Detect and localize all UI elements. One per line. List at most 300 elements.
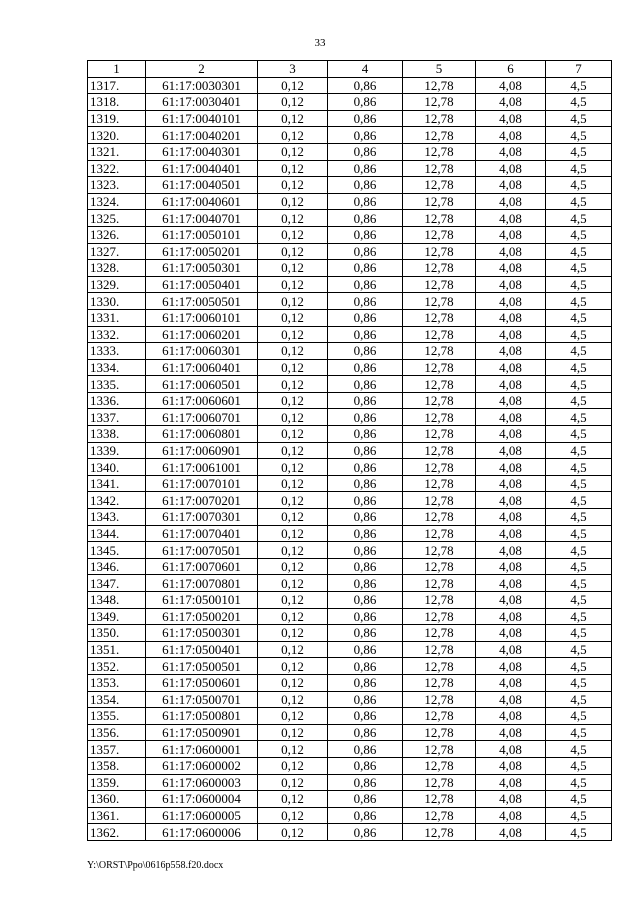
table-cell: 61:17:0061001 (146, 459, 258, 476)
header-row (88, 61, 612, 78)
table-cell: 12,78 (403, 475, 476, 492)
table-cell: 12,78 (403, 824, 476, 841)
table-cell: 0,12 (258, 575, 328, 592)
column-header: 4 (328, 61, 403, 78)
table-cell: 0,12 (258, 658, 328, 675)
table-cell: 0,86 (328, 724, 403, 741)
table-cell: 4,08 (476, 359, 546, 376)
table-cell: 0,86 (328, 757, 403, 774)
table-cell: 1348. (88, 592, 146, 609)
table-cell: 0,12 (258, 110, 328, 127)
table-cell: 61:17:0070501 (146, 542, 258, 559)
table-cell: 4,08 (476, 475, 546, 492)
table-cell: 1359. (88, 774, 146, 791)
table-cell: 12,78 (403, 160, 476, 177)
table-cell: 4,08 (476, 774, 546, 791)
table-cell: 4,5 (546, 542, 612, 559)
table-row (88, 177, 612, 194)
table-cell: 0,86 (328, 293, 403, 310)
table-cell: 1343. (88, 509, 146, 526)
table-cell: 0,12 (258, 459, 328, 476)
table-row (88, 326, 612, 343)
table-row (88, 708, 612, 725)
table-cell: 4,5 (546, 276, 612, 293)
table-cell: 1321. (88, 143, 146, 160)
table-cell: 0,86 (328, 276, 403, 293)
table-cell: 0,12 (258, 475, 328, 492)
table-cell: 4,08 (476, 210, 546, 227)
table-cell: 0,86 (328, 558, 403, 575)
table-cell: 0,12 (258, 774, 328, 791)
table-cell: 0,12 (258, 143, 328, 160)
table-cell: 4,5 (546, 509, 612, 526)
table-cell: 0,12 (258, 326, 328, 343)
table-cell: 0,12 (258, 674, 328, 691)
table-cell: 1357. (88, 741, 146, 758)
table-cell: 12,78 (403, 807, 476, 824)
table-cell: 0,12 (258, 160, 328, 177)
table-cell: 4,5 (546, 426, 612, 443)
table-cell: 0,12 (258, 641, 328, 658)
table-cell: 1354. (88, 691, 146, 708)
table-row (88, 160, 612, 177)
table-cell: 1341. (88, 475, 146, 492)
table-cell: 4,5 (546, 77, 612, 94)
table-cell: 0,86 (328, 359, 403, 376)
table-cell: 4,08 (476, 160, 546, 177)
table-cell: 61:17:0500901 (146, 724, 258, 741)
table-cell: 61:17:0040401 (146, 160, 258, 177)
table-cell: 61:17:0030301 (146, 77, 258, 94)
table-cell: 4,08 (476, 658, 546, 675)
table-row (88, 359, 612, 376)
table-cell: 12,78 (403, 210, 476, 227)
table-header (88, 61, 612, 78)
table-cell: 4,08 (476, 525, 546, 542)
table-row (88, 608, 612, 625)
table-cell: 0,86 (328, 392, 403, 409)
table-row (88, 791, 612, 808)
table-cell: 61:17:0600004 (146, 791, 258, 808)
table-cell: 12,78 (403, 774, 476, 791)
table-row (88, 442, 612, 459)
table-cell: 12,78 (403, 376, 476, 393)
table-cell: 0,12 (258, 741, 328, 758)
table-cell: 61:17:0070201 (146, 492, 258, 509)
table-cell: 12,78 (403, 343, 476, 360)
table-cell: 0,12 (258, 94, 328, 111)
table-cell: 12,78 (403, 94, 476, 111)
table-cell: 12,78 (403, 309, 476, 326)
table-row (88, 691, 612, 708)
table-cell: 12,78 (403, 674, 476, 691)
table-cell: 1342. (88, 492, 146, 509)
table-cell: 0,86 (328, 160, 403, 177)
table-cell: 61:17:0040701 (146, 210, 258, 227)
table-cell: 61:17:0060701 (146, 409, 258, 426)
table-cell: 4,08 (476, 575, 546, 592)
column-header: 5 (403, 61, 476, 78)
table-cell: 4,5 (546, 724, 612, 741)
table-cell: 4,5 (546, 575, 612, 592)
table-cell: 1319. (88, 110, 146, 127)
table-cell: 61:17:0060501 (146, 376, 258, 393)
table-cell: 4,08 (476, 691, 546, 708)
table-cell: 1329. (88, 276, 146, 293)
table-cell: 61:17:0070601 (146, 558, 258, 575)
table-cell: 12,78 (403, 110, 476, 127)
table-cell: 1344. (88, 525, 146, 542)
table-cell: 61:17:0050401 (146, 276, 258, 293)
table-cell: 0,12 (258, 426, 328, 443)
table-cell: 1361. (88, 807, 146, 824)
table-cell: 0,86 (328, 143, 403, 160)
table-cell: 0,86 (328, 542, 403, 559)
table-cell: 4,08 (476, 226, 546, 243)
table-cell: 12,78 (403, 525, 476, 542)
table-row (88, 558, 612, 575)
table-cell: 1338. (88, 426, 146, 443)
table-cell: 4,5 (546, 409, 612, 426)
table-row (88, 260, 612, 277)
table-cell: 0,86 (328, 442, 403, 459)
table-cell: 0,86 (328, 641, 403, 658)
table-cell: 4,08 (476, 343, 546, 360)
table-row (88, 492, 612, 509)
table-row (88, 625, 612, 642)
table-cell: 0,86 (328, 509, 403, 526)
table-cell: 4,08 (476, 77, 546, 94)
table-row (88, 542, 612, 559)
table-cell: 12,78 (403, 226, 476, 243)
table-cell: 4,08 (476, 807, 546, 824)
table-cell: 0,86 (328, 210, 403, 227)
table-cell: 1326. (88, 226, 146, 243)
table-cell: 1332. (88, 326, 146, 343)
table-cell: 4,08 (476, 426, 546, 443)
table-cell: 61:17:0070401 (146, 525, 258, 542)
table-cell: 0,86 (328, 243, 403, 260)
table-cell: 1356. (88, 724, 146, 741)
table-cell: 4,08 (476, 625, 546, 642)
table-cell: 0,86 (328, 110, 403, 127)
table-cell: 0,86 (328, 708, 403, 725)
table-cell: 61:17:0500701 (146, 691, 258, 708)
table-cell: 61:17:0060801 (146, 426, 258, 443)
table-cell: 12,78 (403, 757, 476, 774)
table-cell: 1328. (88, 260, 146, 277)
table-cell: 4,08 (476, 741, 546, 758)
table-cell: 4,5 (546, 807, 612, 824)
table-cell: 61:17:0060401 (146, 359, 258, 376)
table-cell: 4,5 (546, 359, 612, 376)
table-cell: 0,12 (258, 807, 328, 824)
table-cell: 4,08 (476, 193, 546, 210)
table-cell: 4,08 (476, 459, 546, 476)
table-cell: 12,78 (403, 741, 476, 758)
table-cell: 1317. (88, 77, 146, 94)
table-cell: 4,08 (476, 558, 546, 575)
table-cell: 12,78 (403, 177, 476, 194)
table-cell: 4,5 (546, 674, 612, 691)
table-cell: 1322. (88, 160, 146, 177)
table-row (88, 824, 612, 841)
table-cell: 4,5 (546, 376, 612, 393)
table-cell: 0,86 (328, 309, 403, 326)
table-cell: 0,12 (258, 791, 328, 808)
table-cell: 12,78 (403, 791, 476, 808)
table-cell: 1353. (88, 674, 146, 691)
table-cell: 4,5 (546, 641, 612, 658)
table-cell: 61:17:0060601 (146, 392, 258, 409)
column-header: 7 (546, 61, 612, 78)
table-cell: 1360. (88, 791, 146, 808)
table-cell: 1347. (88, 575, 146, 592)
table-cell: 1324. (88, 193, 146, 210)
table-cell: 1346. (88, 558, 146, 575)
table-cell: 4,08 (476, 110, 546, 127)
table-cell: 4,5 (546, 791, 612, 808)
footer-file-path: Y:\ORST\Ppo\0616p558.f20.docx (87, 860, 224, 871)
table-cell: 4,5 (546, 293, 612, 310)
table-cell: 12,78 (403, 691, 476, 708)
table-cell: 4,5 (546, 193, 612, 210)
table-cell: 0,12 (258, 558, 328, 575)
table-cell: 0,86 (328, 807, 403, 824)
table-cell: 4,08 (476, 409, 546, 426)
table-cell: 12,78 (403, 193, 476, 210)
table-cell: 1320. (88, 127, 146, 144)
table-cell: 0,12 (258, 276, 328, 293)
table-cell: 61:17:0500801 (146, 708, 258, 725)
table-cell: 61:17:0500201 (146, 608, 258, 625)
table-cell: 1352. (88, 658, 146, 675)
table-cell: 0,86 (328, 127, 403, 144)
table-cell: 12,78 (403, 558, 476, 575)
table-cell: 12,78 (403, 293, 476, 310)
table-cell: 4,08 (476, 376, 546, 393)
table-cell: 1318. (88, 94, 146, 111)
table-cell: 4,5 (546, 741, 612, 758)
table-cell: 0,12 (258, 177, 328, 194)
table-cell: 4,08 (476, 608, 546, 625)
table-row (88, 392, 612, 409)
table-row (88, 409, 612, 426)
table-cell: 61:17:0050201 (146, 243, 258, 260)
table-cell: 1336. (88, 392, 146, 409)
table-cell: 61:17:0600006 (146, 824, 258, 841)
table-cell: 4,5 (546, 160, 612, 177)
table-cell: 1339. (88, 442, 146, 459)
table-cell: 61:17:0600003 (146, 774, 258, 791)
table-cell: 0,12 (258, 509, 328, 526)
table-cell: 4,5 (546, 309, 612, 326)
table-cell: 4,08 (476, 674, 546, 691)
table-row (88, 243, 612, 260)
table-cell: 0,86 (328, 691, 403, 708)
table-cell: 0,12 (258, 293, 328, 310)
table-cell: 12,78 (403, 724, 476, 741)
table-cell: 4,08 (476, 592, 546, 609)
table-cell: 0,86 (328, 575, 403, 592)
table-cell: 4,5 (546, 525, 612, 542)
table-cell: 12,78 (403, 459, 476, 476)
table-cell: 4,08 (476, 492, 546, 509)
table-cell: 0,12 (258, 193, 328, 210)
table-row (88, 343, 612, 360)
table-cell: 4,5 (546, 708, 612, 725)
table-cell: 1362. (88, 824, 146, 841)
table-cell: 1345. (88, 542, 146, 559)
table-cell: 1349. (88, 608, 146, 625)
table-cell: 0,12 (258, 77, 328, 94)
table-cell: 0,12 (258, 442, 328, 459)
table-cell: 0,12 (258, 210, 328, 227)
table-cell: 4,08 (476, 757, 546, 774)
table-row (88, 575, 612, 592)
column-header: 6 (476, 61, 546, 78)
table-cell: 12,78 (403, 708, 476, 725)
table-cell: 4,5 (546, 658, 612, 675)
table-cell: 1340. (88, 459, 146, 476)
table-cell: 4,08 (476, 791, 546, 808)
table-cell: 12,78 (403, 509, 476, 526)
table-cell: 0,86 (328, 409, 403, 426)
table-row (88, 77, 612, 94)
table-cell: 61:17:0050301 (146, 260, 258, 277)
table-cell: 4,5 (546, 326, 612, 343)
table-cell: 0,12 (258, 127, 328, 144)
table-row (88, 226, 612, 243)
table-cell: 0,86 (328, 741, 403, 758)
table-cell: 1335. (88, 376, 146, 393)
table-cell: 4,5 (546, 592, 612, 609)
table-cell: 12,78 (403, 276, 476, 293)
table-cell: 61:17:0060301 (146, 343, 258, 360)
table-cell: 61:17:0040201 (146, 127, 258, 144)
table-row (88, 807, 612, 824)
table-cell: 0,86 (328, 326, 403, 343)
table-cell: 0,12 (258, 691, 328, 708)
table-cell: 12,78 (403, 426, 476, 443)
table-cell: 1325. (88, 210, 146, 227)
table-cell: 0,86 (328, 625, 403, 642)
table-cell: 4,5 (546, 824, 612, 841)
table-row (88, 376, 612, 393)
page-number: 33 (314, 37, 326, 49)
table-cell: 61:17:0050501 (146, 293, 258, 310)
table-cell: 4,08 (476, 824, 546, 841)
table-cell: 4,08 (476, 442, 546, 459)
table-cell: 12,78 (403, 592, 476, 609)
table-row (88, 127, 612, 144)
table-cell: 0,86 (328, 475, 403, 492)
table-cell: 4,08 (476, 309, 546, 326)
table-cell: 4,5 (546, 442, 612, 459)
table-cell: 61:17:0500501 (146, 658, 258, 675)
table-cell: 61:17:0070801 (146, 575, 258, 592)
table-cell: 4,08 (476, 392, 546, 409)
table-row (88, 459, 612, 476)
table-cell: 1351. (88, 641, 146, 658)
table-cell: 0,12 (258, 542, 328, 559)
table-cell: 12,78 (403, 575, 476, 592)
table-cell: 61:17:0040501 (146, 177, 258, 194)
table-cell: 0,86 (328, 791, 403, 808)
column-header: 2 (146, 61, 258, 78)
table-cell: 1323. (88, 177, 146, 194)
table-cell: 0,12 (258, 592, 328, 609)
table-cell: 0,86 (328, 592, 403, 609)
table-cell: 61:17:0050101 (146, 226, 258, 243)
table-cell: 0,12 (258, 343, 328, 360)
table-row (88, 509, 612, 526)
table-body (88, 77, 612, 840)
table-cell: 0,86 (328, 774, 403, 791)
table-cell: 0,86 (328, 77, 403, 94)
table-cell: 0,86 (328, 226, 403, 243)
table-row (88, 774, 612, 791)
column-header: 3 (258, 61, 328, 78)
table-row (88, 641, 612, 658)
table-cell: 0,86 (328, 608, 403, 625)
table-cell: 4,08 (476, 143, 546, 160)
table-cell: 4,08 (476, 708, 546, 725)
table-cell: 61:17:0070101 (146, 475, 258, 492)
table-cell: 4,08 (476, 177, 546, 194)
table-cell: 0,86 (328, 658, 403, 675)
table-cell: 4,08 (476, 542, 546, 559)
table-cell: 0,86 (328, 343, 403, 360)
table-cell: 0,12 (258, 724, 328, 741)
table-cell: 0,86 (328, 376, 403, 393)
table-row (88, 193, 612, 210)
table-cell: 12,78 (403, 392, 476, 409)
table-cell: 12,78 (403, 608, 476, 625)
table-cell: 4,08 (476, 509, 546, 526)
table-cell: 4,5 (546, 94, 612, 111)
table-cell: 0,12 (258, 309, 328, 326)
table-cell: 0,12 (258, 525, 328, 542)
table-cell: 0,86 (328, 824, 403, 841)
table-cell: 61:17:0500301 (146, 625, 258, 642)
table-cell: 4,5 (546, 243, 612, 260)
table-cell: 12,78 (403, 127, 476, 144)
table-row (88, 658, 612, 675)
table-row (88, 276, 612, 293)
table-cell: 4,08 (476, 276, 546, 293)
table-cell: 12,78 (403, 260, 476, 277)
table-cell: 4,08 (476, 293, 546, 310)
table-cell: 61:17:0070301 (146, 509, 258, 526)
table-cell: 0,12 (258, 226, 328, 243)
table-cell: 4,5 (546, 392, 612, 409)
table-cell: 4,5 (546, 558, 612, 575)
table-cell: 12,78 (403, 409, 476, 426)
table-cell: 0,86 (328, 492, 403, 509)
table-row (88, 426, 612, 443)
table-cell: 4,5 (546, 459, 612, 476)
table-cell: 0,12 (258, 392, 328, 409)
table-cell: 61:17:0040301 (146, 143, 258, 160)
table-row (88, 309, 612, 326)
table-cell: 61:17:0600001 (146, 741, 258, 758)
column-header: 1 (88, 61, 146, 78)
table-cell: 0,12 (258, 757, 328, 774)
table-cell: 4,5 (546, 774, 612, 791)
table-cell: 4,5 (546, 757, 612, 774)
table-cell: 61:17:0600005 (146, 807, 258, 824)
